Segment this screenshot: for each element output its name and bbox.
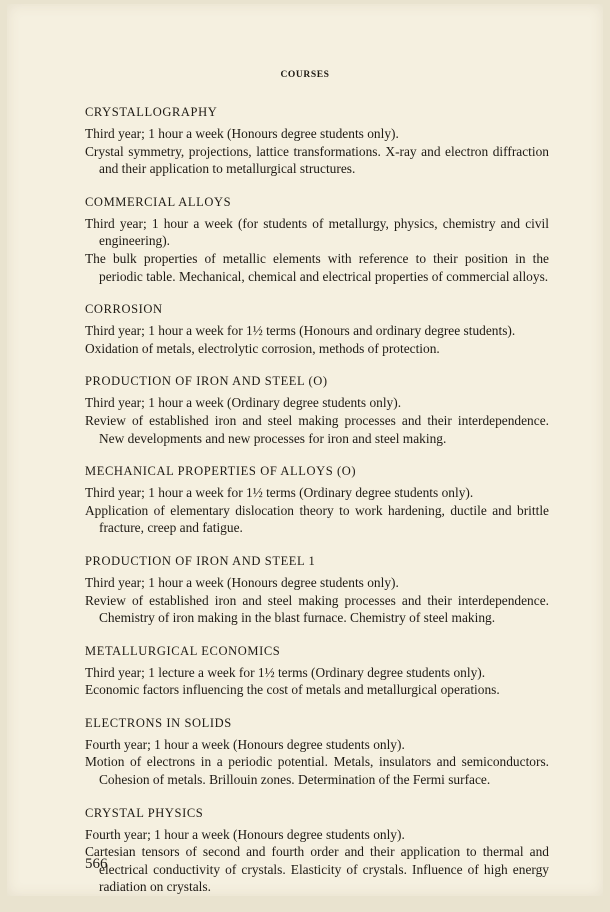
course-entry <box>85 104 549 178</box>
course-schedule: Third year; 1 hour a week (Honours degree students only). <box>85 126 399 141</box>
course-title: MECHANICAL PROPERTIES OF ALLOYS (O) <box>85 464 357 479</box>
course-description: Review of established iron and steel making processes and their interdependence. New developments and new processes for iron and steel making. <box>85 412 549 446</box>
course-schedule: Third year; 1 hour a week for 1½ terms (Honours and ordinary degree students). <box>85 323 516 339</box>
course-title: METALLURGICAL ECONOMICS <box>85 643 281 658</box>
course-entry <box>85 463 549 537</box>
course-entry <box>85 301 549 357</box>
course-description: Economic factors influencing the cost of metals and metallurgical operations. <box>85 682 500 698</box>
page-number: 566 <box>85 856 108 872</box>
course-description: Oxidation of metals, electrolytic corrosion, methods of protection. <box>85 340 440 356</box>
course-schedule: Third year; 1 hour a week (for students of metallurgy, physics, chemistry and civil engineering). <box>85 215 549 249</box>
course-entry <box>85 643 549 699</box>
course-description: Motion of electrons in a periodic potential. Metals, insulators and semiconductors. Cohesion of metals. Brillouin zones. Determination of the Fermi surface. <box>85 754 549 788</box>
course-schedule: Third year; 1 hour a week (Honours degree students only). <box>85 574 399 590</box>
course-title: CRYSTALLOGRAPHY <box>85 105 218 119</box>
course-title: PRODUCTION OF IRON AND STEEL 1 <box>85 553 316 568</box>
course-entry <box>85 715 549 789</box>
course-schedule: Third year; 1 hour a week (Ordinary degree students only). <box>85 395 402 411</box>
course-entry <box>85 553 549 627</box>
course-schedule: Third year; 1 hour a week for 1½ terms (Ordinary degree students only). <box>85 485 474 501</box>
course-entry <box>85 194 549 285</box>
course-entry <box>85 805 549 896</box>
course-schedule: Third year; 1 lecture a week for 1½ terms (Ordinary degree students only). <box>85 664 486 680</box>
course-title: CORROSION <box>85 302 163 317</box>
course-list <box>85 104 549 912</box>
course-title: ELECTRONS IN SOLIDS <box>85 715 232 730</box>
course-description: The bulk properties of metallic elements with reference to their position in the periodic table. Mechanical, chemical and electrical properties of commercial alloys. <box>85 250 549 284</box>
course-description: Review of established iron and steel making processes and their interdependence. Chemistry of iron making in the blast furnace. Chemistry of steel making. <box>85 592 549 626</box>
book-page <box>7 4 603 896</box>
course-entry <box>85 373 549 447</box>
running-header: COURSES <box>280 70 330 80</box>
course-description: Cartesian tensors of second and fourth order and their application to thermal and electrical conductivity of crystals. Elasticity of crystals. Influence of high energy radiation on crystals. <box>85 844 549 895</box>
course-title: CRYSTAL PHYSICS <box>85 805 204 820</box>
course-title: PRODUCTION OF IRON AND STEEL (O) <box>85 374 328 389</box>
course-description: Application of elementary dislocation theory to work hardening, ductile and brittle fracture, creep and fatigue. <box>85 502 549 536</box>
course-schedule: Fourth year; 1 hour a week (Honours degree students only). <box>85 736 405 752</box>
course-title: COMMERCIAL ALLOYS <box>85 194 232 209</box>
course-description: Crystal symmetry, projections, lattice transformations. X-ray and electron diffraction and their application to metallurgical structures. <box>85 143 549 177</box>
course-schedule: Fourth year; 1 hour a week (Honours degree students only). <box>85 826 405 842</box>
